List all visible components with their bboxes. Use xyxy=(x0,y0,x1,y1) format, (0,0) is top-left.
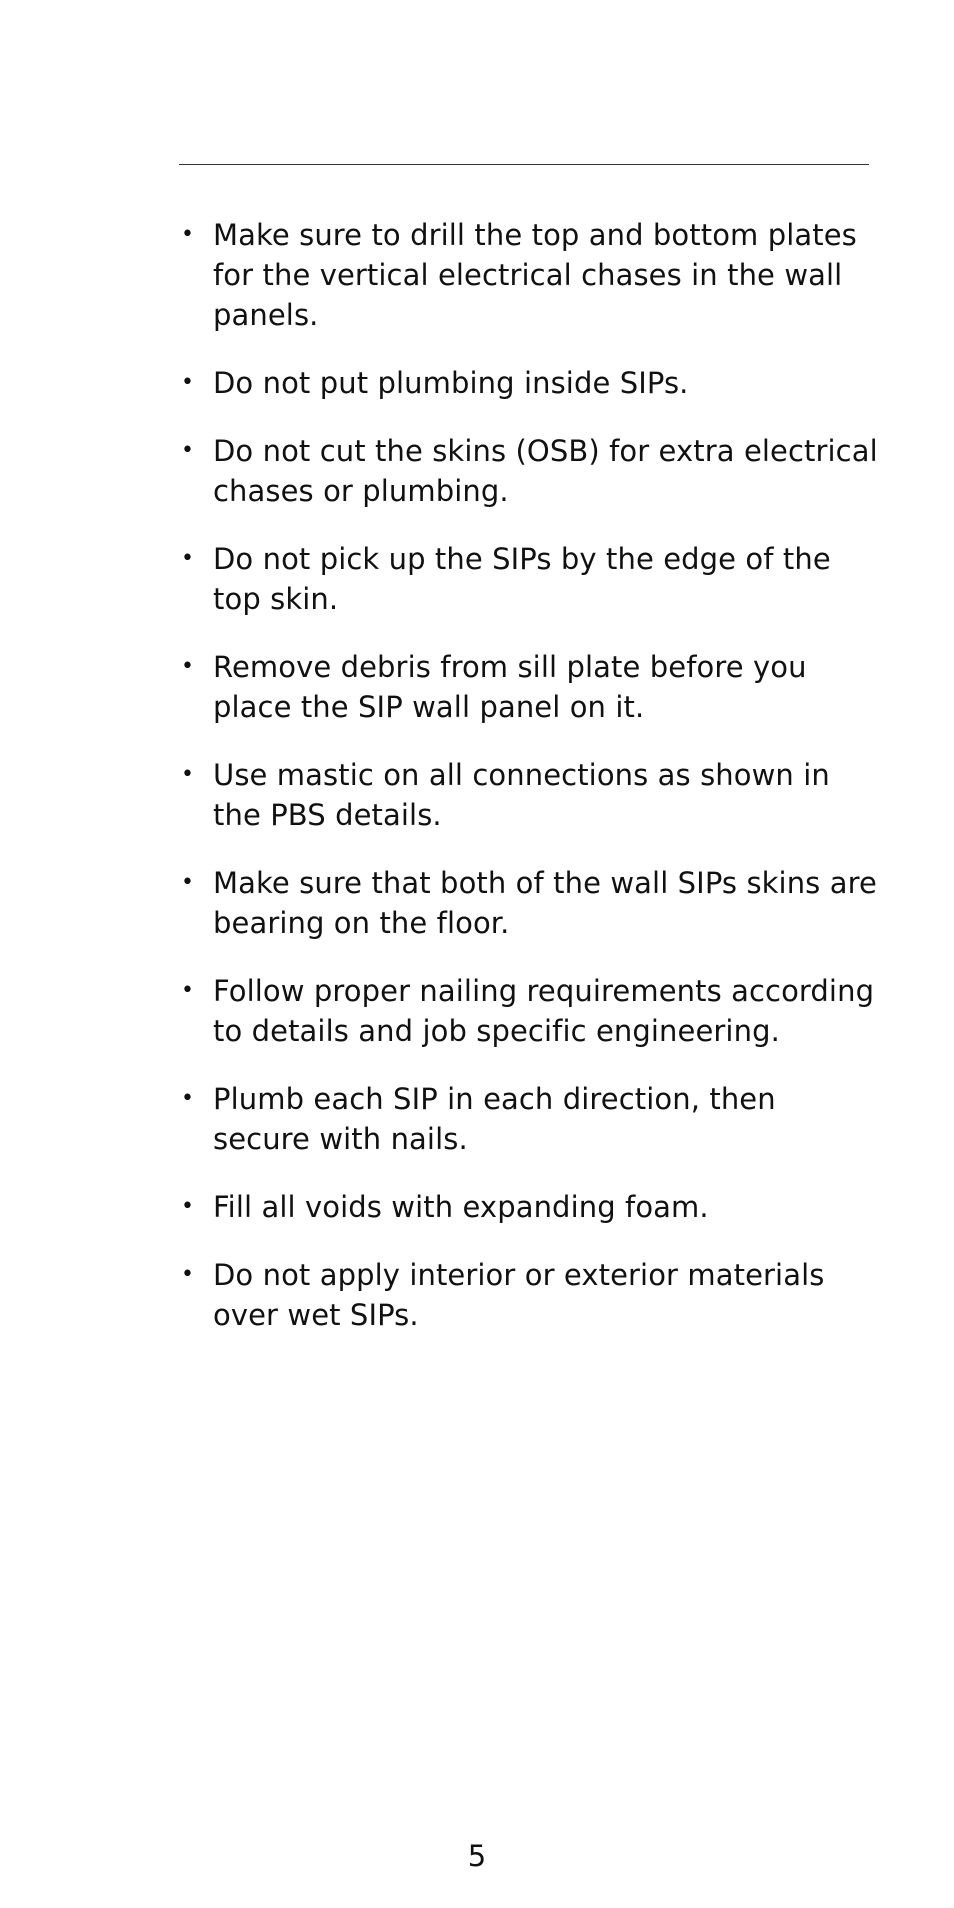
list-item xyxy=(179,1187,879,1227)
list-item-text: Fill all voids with expanding foam. xyxy=(213,1190,709,1224)
list-item-text: Do not cut the skins (OSB) for extra electrical chases or plumbing. xyxy=(213,434,878,508)
list-item xyxy=(179,215,879,335)
bullet-icon: • xyxy=(181,1086,195,1111)
list-item xyxy=(179,647,879,727)
bullet-icon: • xyxy=(181,654,195,679)
page-number: 5 xyxy=(467,1839,487,1873)
list-item-text: Use mastic on all connections as shown in the PBS details. xyxy=(213,758,830,832)
list-item xyxy=(179,863,879,943)
bullet-list xyxy=(179,215,879,1363)
list-item-text: Make sure that both of the wall SIPs skins are bearing on the floor. xyxy=(213,866,877,940)
bullet-icon: • xyxy=(181,546,195,571)
list-item xyxy=(179,755,879,835)
bullet-icon: • xyxy=(181,438,195,463)
bullet-icon: • xyxy=(181,870,195,895)
list-item-text: Make sure to drill the top and bottom plates for the vertical electrical chases in the wall panels. xyxy=(213,218,857,332)
list-item-text: Do not pick up the SIPs by the edge of the top skin. xyxy=(213,542,831,616)
list-item-text: Do not put plumbing inside SIPs. xyxy=(213,366,689,400)
list-item xyxy=(179,1255,879,1335)
list-item xyxy=(179,1079,879,1159)
header-divider xyxy=(179,164,869,165)
bullet-icon: • xyxy=(181,222,195,247)
bullet-icon: • xyxy=(181,370,195,395)
list-item xyxy=(179,363,879,403)
list-item-text: Remove debris from sill plate before you place the SIP wall panel on it. xyxy=(213,650,807,724)
list-item xyxy=(179,539,879,619)
bullet-icon: • xyxy=(181,762,195,787)
list-item-text: Do not apply interior or exterior materials over wet SIPs. xyxy=(213,1258,825,1332)
list-item xyxy=(179,971,879,1051)
list-item-text: Plumb each SIP in each direction, then secure with nails. xyxy=(213,1082,776,1156)
bullet-icon: • xyxy=(181,1262,195,1287)
list-item xyxy=(179,431,879,511)
bullet-icon: • xyxy=(181,1194,195,1219)
bullet-icon: • xyxy=(181,978,195,1003)
list-item-text: Follow proper nailing requirements according to details and job specific engineering. xyxy=(213,974,875,1048)
